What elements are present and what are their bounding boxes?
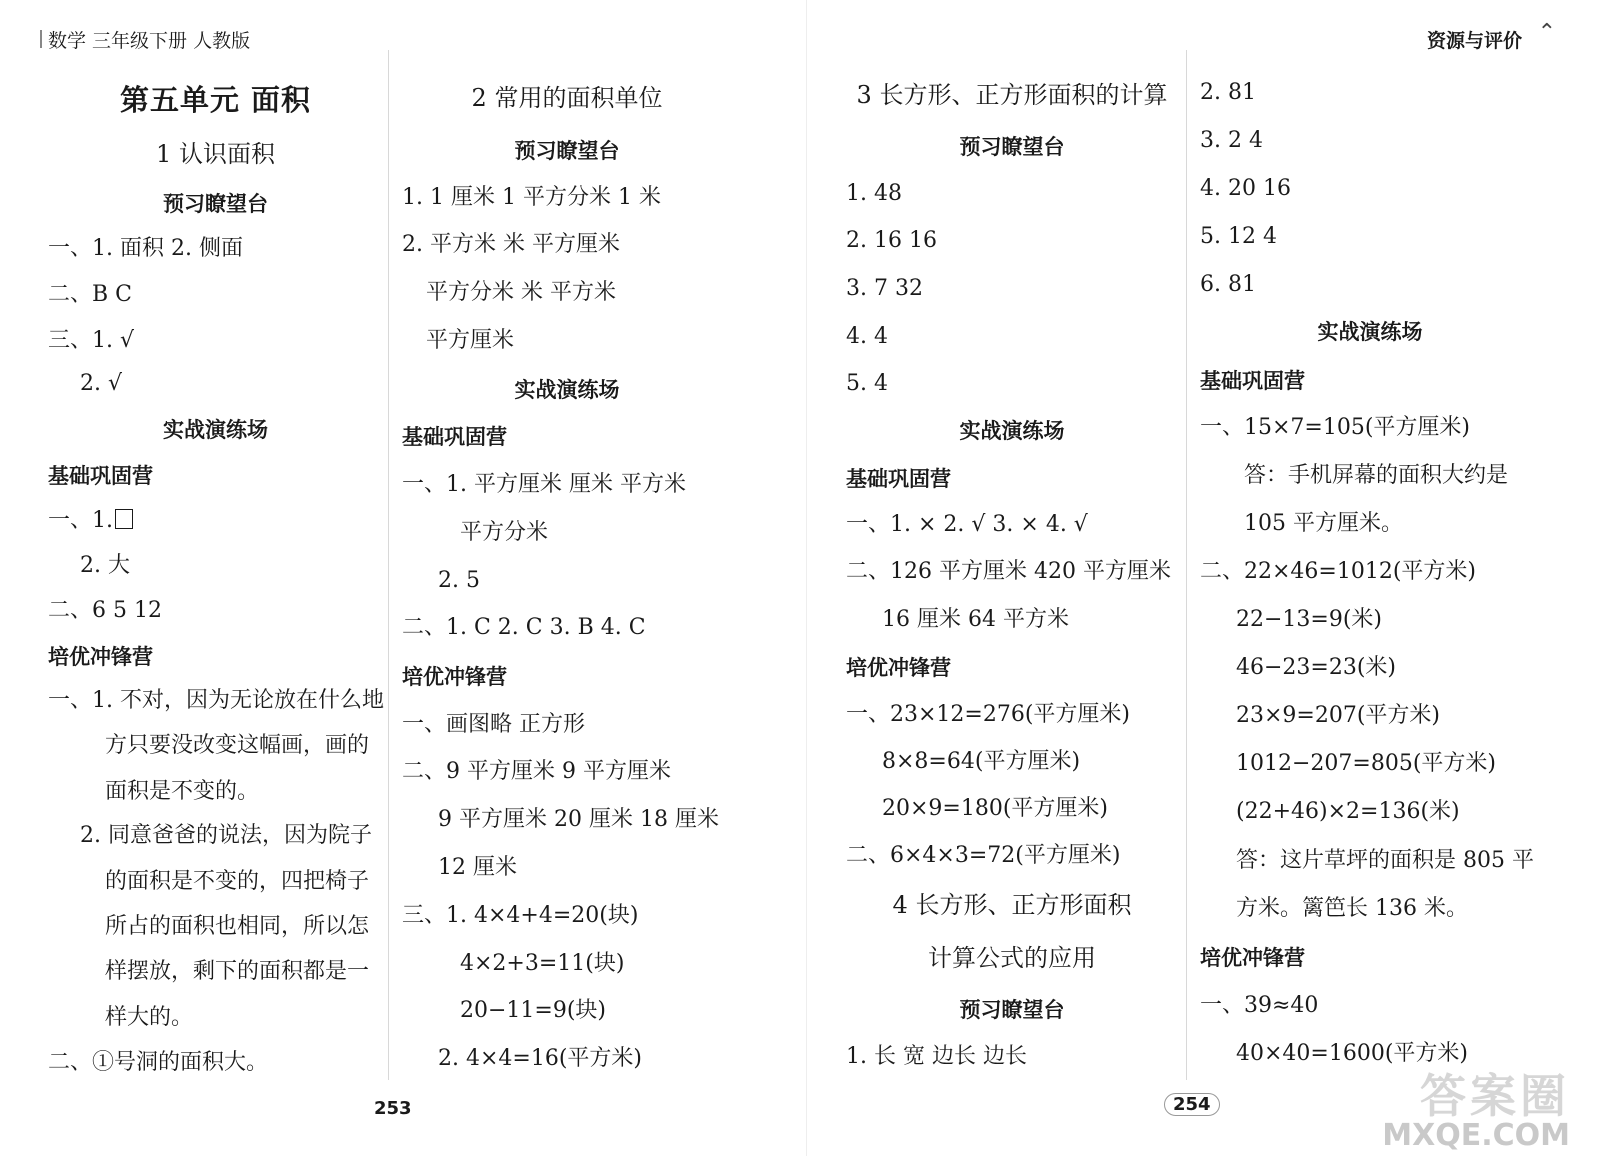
answer-line: 20−11=9(块): [460, 998, 607, 1023]
answer-line: 2. √: [80, 371, 123, 396]
answer-line: 二、①号洞的面积大。: [48, 1050, 269, 1075]
answer-line: 三、1. √: [48, 328, 135, 353]
section-title: 4 长方形、正方形面积: [892, 891, 1132, 919]
answer-line: 2. 同意爸爸的说法，因为院子: [80, 823, 372, 848]
answer-line: 22−13=9(米): [1236, 607, 1383, 632]
answer-line: 4. 4: [846, 324, 888, 349]
answer-line: 一、画图略 正方形: [402, 712, 585, 737]
answer-line: 2. 4×4=16(平方米): [438, 1046, 643, 1071]
answer-line: 23×9=207(平方米): [1236, 703, 1441, 728]
answer-line: 一、1. 平方厘米 厘米 平方米: [402, 472, 686, 497]
answer-line: 二、126 平方厘米 420 平方厘米: [846, 559, 1171, 584]
answer-line: (22+46)×2=136(米): [1236, 799, 1460, 824]
section-title: 计算公式的应用: [928, 944, 1096, 972]
group-title: 培优冲锋营: [846, 656, 951, 680]
answer-line: 平方分米 米 平方米: [426, 280, 616, 305]
answer-line: 2. 大: [80, 553, 130, 578]
answer-line: 12 厘米: [438, 855, 517, 880]
watermark-url: MXQE.COM: [1382, 1118, 1570, 1153]
subsection-title: 实战演练场: [959, 419, 1065, 443]
answer-line: 1. 1 厘米 1 平方分米 1 米: [402, 185, 661, 210]
answer-line: 4. 20 16: [1200, 176, 1291, 201]
subsection-title: 预习瞭望台: [514, 139, 620, 163]
answer-line: 一、15×7=105(平方厘米): [1200, 415, 1471, 440]
answer-line: 6. 81: [1200, 272, 1256, 297]
watermark-logo: [1382, 1060, 1570, 1153]
group-title: 基础巩固营: [402, 425, 507, 449]
answer-line: 二、B C: [48, 282, 132, 307]
page-number-left: 253: [374, 1098, 412, 1119]
subsection-title: 预习瞭望台: [959, 135, 1065, 159]
answer-line: 答：这片草坪的面积是 805 平: [1236, 848, 1534, 873]
answer-line: 一、1. 面积 2. 侧面: [48, 236, 243, 261]
section-title: 3 长方形、正方形面积的计算: [856, 81, 1168, 109]
answer-line: 2. 16 16: [846, 228, 937, 253]
answer-line: 8×8=64(平方厘米): [882, 749, 1081, 774]
group-title: 培优冲锋营: [402, 665, 507, 689]
answer-line: [48, 507, 133, 535]
group-title: 基础巩固营: [846, 467, 951, 491]
column-divider-left: [388, 50, 389, 1080]
answer-line: 2. 81: [1200, 80, 1256, 105]
answer-line: 4×2+3=11(块): [460, 951, 625, 976]
header-book-info: 数学 三年级下册 人教版: [48, 26, 250, 53]
answer-line: 3. 7 32: [846, 276, 923, 301]
answer-line: 5. 4: [846, 371, 888, 396]
column-divider-right: [1186, 50, 1187, 1080]
answer-line: 面积是不变的。: [105, 779, 260, 804]
answer-line: 一、1. 不对，因为无论放在什么地: [48, 688, 384, 713]
section-title: 1 认识面积: [156, 140, 275, 168]
subsection-title: 预习瞭望台: [959, 998, 1065, 1022]
answer-line: 9 平方厘米 20 厘米 18 厘米: [438, 807, 719, 832]
answer-line: 二、6 5 12: [48, 598, 162, 623]
answer-line: 答：手机屏幕的面积大约是: [1244, 463, 1509, 488]
square-box-icon: [115, 509, 133, 529]
answer-line: 二、1. C 2. C 3. B 4. C: [402, 615, 646, 640]
answer-line: 1. 48: [846, 181, 902, 206]
header-series-title: 资源与评价: [1426, 30, 1522, 52]
answer-line: 1012−207=805(平方米): [1236, 751, 1497, 776]
answer-line: 2. 5: [438, 568, 480, 593]
answer-line: 的面积是不变的，四把椅子: [105, 869, 370, 894]
answer-line: 平方厘米: [426, 328, 515, 353]
header-mark-icon: ⌃: [1537, 20, 1556, 45]
answer-line: 平方分米: [460, 520, 549, 545]
watermark-text: 答案圈: [1420, 1069, 1570, 1123]
answer-line: 样摆放，剩下的面积都是一: [105, 959, 370, 984]
answer-line: 20×9=180(平方厘米): [882, 796, 1109, 821]
page-fold: [806, 0, 807, 1156]
group-title: 培优冲锋营: [1200, 946, 1305, 970]
group-title: 基础巩固营: [48, 464, 153, 488]
page-number-right: 254: [1164, 1093, 1220, 1116]
answer-line: 三、1. 4×4+4=20(块): [402, 903, 639, 928]
section-title: 2 常用的面积单位: [471, 84, 663, 112]
answer-line: 46−23=23(米): [1236, 655, 1397, 680]
answer-line: 所占的面积也相同，所以怎: [105, 914, 370, 939]
answer-line: 二、9 平方厘米 9 平方厘米: [402, 759, 671, 784]
answer-line: 样大的。: [105, 1005, 194, 1030]
answer-line: 40×40=1600(平方米): [1236, 1041, 1469, 1066]
subsection-title: 实战演练场: [163, 418, 268, 442]
answer-line: 5. 12 4: [1200, 224, 1277, 249]
group-title: 基础巩固营: [1200, 369, 1305, 393]
answer-line: 一、1. × 2. √ 3. × 4. √: [846, 512, 1088, 537]
answer-line: 3. 2 4: [1200, 128, 1263, 153]
answer-line: 一、39≈40: [1200, 993, 1319, 1018]
answer-line: 方只要没改变这幅画，画的: [105, 733, 370, 758]
answer-line: 1. 长 宽 边长 边长: [846, 1044, 1027, 1069]
answer-line: 一、23×12=276(平方厘米): [846, 702, 1131, 727]
subsection-title: 实战演练场: [1317, 320, 1423, 344]
group-title: 培优冲锋营: [48, 645, 153, 669]
answer-line: 2. 平方米 米 平方厘米: [402, 232, 620, 257]
answer-line: 二、22×46=1012(平方米): [1200, 559, 1477, 584]
subsection-title: 实战演练场: [514, 378, 620, 402]
subsection-title: 预习瞭望台: [163, 192, 268, 216]
answer-line: 105 平方厘米。: [1244, 511, 1403, 536]
answer-text: 一、1.: [48, 508, 113, 533]
answer-line: 方米。篱笆长 136 米。: [1236, 896, 1468, 921]
answer-line: 16 厘米 64 平方米: [882, 607, 1069, 632]
answer-line: 二、6×4×3=72(平方厘米): [846, 843, 1121, 868]
unit-title: 第五单元 面积: [119, 83, 312, 117]
